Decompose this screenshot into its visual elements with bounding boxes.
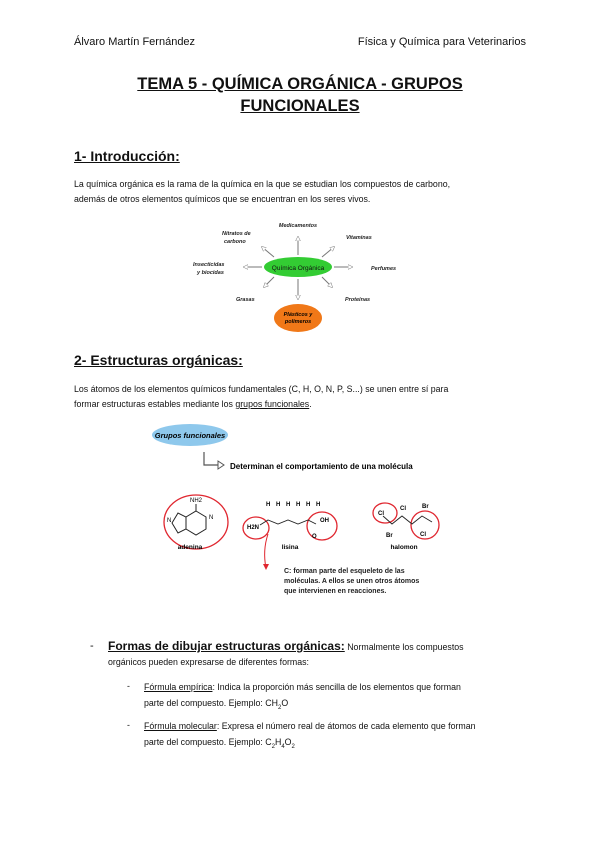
- lisina-h: H: [266, 502, 271, 508]
- svg-text:H: H: [306, 502, 311, 508]
- section2-heading: 2- Estructuras orgánicas:: [74, 352, 243, 368]
- halomon-cl2: Cl: [400, 506, 406, 512]
- halomon-br2: Br: [386, 533, 393, 539]
- molecule-lisina: [243, 502, 337, 570]
- label-grasas: Grasas: [236, 297, 255, 303]
- bottom-ellipse: [274, 304, 322, 332]
- page-title-line1: TEMA 5 - QUÍMICA ORGÁNICA - GRUPOS: [137, 75, 463, 93]
- lisina-oh: OH: [320, 518, 329, 524]
- adenina-n1: N: [209, 515, 214, 521]
- note-line2: moléculas. A ellos se unen otros átomos: [284, 578, 420, 585]
- lisina-label: lisina: [281, 544, 299, 551]
- empirical-term: Fórmula empírica: [144, 682, 213, 692]
- header-author: Álvaro Martín Fernández: [74, 36, 196, 48]
- halomon-cl3: Cl: [420, 532, 426, 538]
- section1-line2: además de otros elementos químicos que se encuentran en los seres vivos.: [74, 194, 371, 204]
- svg-text:H: H: [286, 502, 291, 508]
- empirical-line1: : Indica la proporción más sencilla de los elementos que forman: [212, 682, 461, 692]
- pointer-line: [265, 534, 268, 568]
- header-course: Física y Química para Veterinarios: [357, 36, 526, 48]
- applications-diagram: [180, 215, 400, 341]
- lisina-h2n: H2N: [247, 525, 260, 531]
- page-title-line2: FUNCIONALES: [240, 97, 360, 115]
- section2-paragraph: [74, 382, 534, 412]
- label-medicamentos: Medicamentos: [278, 223, 318, 229]
- forms-intro: [108, 638, 538, 670]
- bottom-label-2: polímeros: [284, 319, 312, 325]
- statement: Determinan el comportamiento de una molécula: [230, 462, 413, 471]
- forms-title: Formas de dibujar estructuras orgánicas:: [108, 639, 345, 653]
- molecular-term: Fórmula molecular: [144, 721, 217, 731]
- section1-heading: 1- Introducción:: [74, 148, 180, 164]
- adenina-n2: N: [167, 518, 172, 524]
- lisina-o: O: [312, 534, 317, 540]
- molecule-adenina: [164, 495, 228, 551]
- section2-line2: [74, 397, 534, 412]
- halomon-label: halomon: [390, 544, 418, 551]
- item1-dash: -: [127, 681, 130, 691]
- section1-line1: La química orgánica es la rama de la química en la que se estudian los compuestos de carbono,: [74, 179, 451, 189]
- bottom-label-1: Plásticos y: [283, 312, 313, 318]
- section1-paragraph: [74, 177, 534, 207]
- forms-intro-b: orgánicos pueden expresarse de diferentes formas:: [108, 657, 309, 667]
- molecule-halomon: [373, 503, 439, 551]
- adenina-label: adenina: [177, 544, 203, 551]
- functional-groups-figure: [140, 418, 470, 608]
- adenina-nh2: NH2: [189, 498, 203, 504]
- molecular-line2: parte del compuesto. Ejemplo: C: [144, 737, 272, 747]
- svg-text:H: H: [276, 502, 281, 508]
- label-vitaminas: Vitaminas: [346, 235, 372, 241]
- forms-dash: -: [90, 640, 94, 652]
- page-title: [60, 73, 540, 117]
- molecular-line1: : Expresa el número real de átomos de cada elemento que forman: [216, 721, 476, 731]
- center-label: Química Orgánica: [271, 265, 325, 272]
- pill-label: Grupos funcionales: [154, 431, 226, 440]
- label-nitratos-1: Nitratos de: [222, 231, 251, 237]
- label-proteinas: Proteínas: [345, 297, 371, 303]
- halomon-cl1: Cl: [378, 511, 384, 517]
- note-line3: que intervienen en reacciones.: [284, 588, 387, 595]
- label-insecticidas-1: Insecticidas: [193, 262, 225, 268]
- label-perfumes: Perfumes: [371, 266, 397, 272]
- item2-dash: -: [127, 720, 130, 730]
- forms-intro-a: Normalmente los compuestos: [344, 642, 464, 652]
- svg-text:H: H: [316, 502, 321, 508]
- label-insecticidas-2: y biocidas: [197, 270, 224, 276]
- empirical-line2: parte del compuesto. Ejemplo: CH: [144, 698, 278, 708]
- label-nitratos-2: carbono: [224, 239, 246, 245]
- molecular-formula-item: Fórmula molecular: Expresa el número real de átomos de cada elemento que forman parte del compuesto. Ejemplo: $C_2H_4O_2$: [144, 721, 476, 750]
- halomon-br1: Br: [422, 504, 429, 510]
- section2-line2-a: formar estructuras estables mediante los: [74, 399, 236, 409]
- functional-groups-link: grupos funcionales: [235, 399, 310, 409]
- empirical-formula-item: Fórmula empírica: Indica la proporción más sencilla de los elementos que forman parte del compuesto. Ejemplo: $CH_2O$: [144, 682, 461, 711]
- section2-line1: Los átomos de los elementos químicos fundamentales (C, H, O, N, P, S...) se unen entre sí para: [74, 384, 449, 394]
- svg-text:H: H: [296, 502, 301, 508]
- note-line1: C: forman parte del esqueleto de las: [284, 568, 405, 575]
- section2-line2-b: .: [309, 399, 312, 409]
